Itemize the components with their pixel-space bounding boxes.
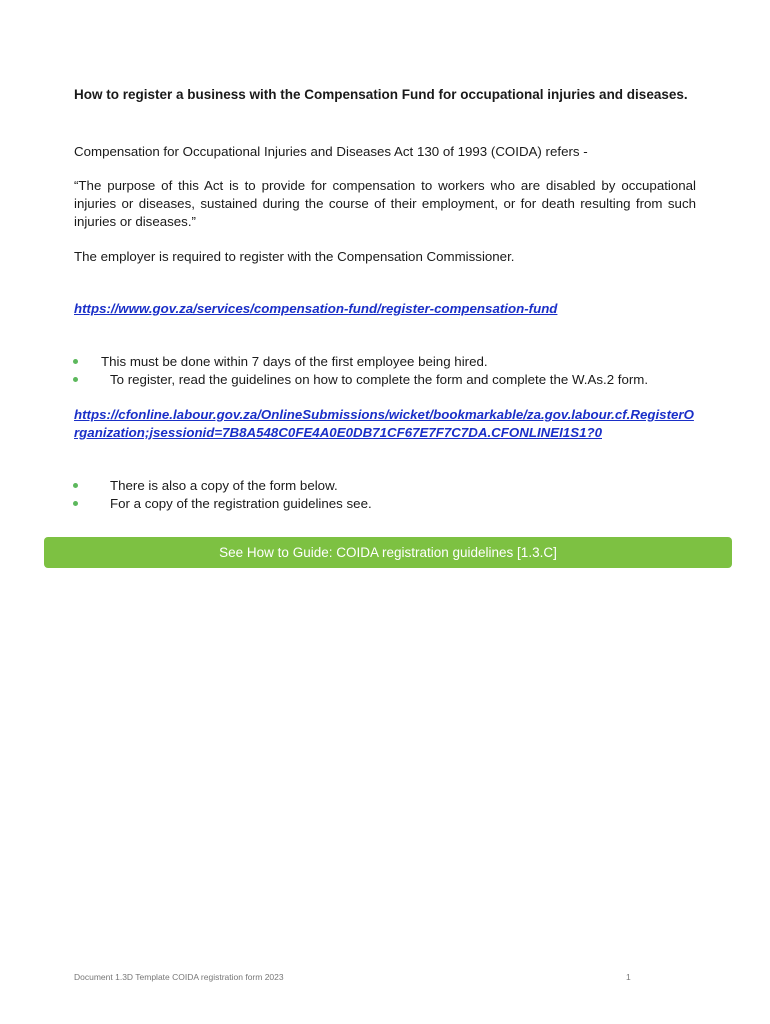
how-to-guide-button[interactable] bbox=[44, 537, 732, 568]
list-item bbox=[70, 353, 710, 371]
act-purpose-quote: “The purpose of this Act is to provide for compensation to workers who are disabled by occupational injuries or diseases, sustained during the course of their employment, or for death resulting from such injuries or diseases.” bbox=[74, 178, 696, 229]
bullet-icon bbox=[73, 359, 78, 364]
list-item-text: This must be done within 7 days of the first employee being hired. bbox=[101, 354, 488, 369]
how-to-guide-label: See How to Guide: COIDA registration guidelines [1.3.C] bbox=[219, 545, 557, 560]
document-title: How to register a business with the Compensation Fund for occupational injuries and diseases. bbox=[74, 87, 688, 102]
bullet-icon bbox=[73, 501, 78, 506]
bullet-icon bbox=[73, 377, 78, 382]
list-item-text: To register, read the guidelines on how to complete the form and complete the W.As.2 form. bbox=[110, 371, 649, 387]
bullet-icon bbox=[73, 483, 78, 488]
list-item bbox=[70, 477, 710, 495]
intro-paragraph: Compensation for Occupational Injuries and Diseases Act 130 of 1993 (COIDA) refers - bbox=[74, 144, 588, 159]
bullet-list-steps bbox=[70, 353, 710, 388]
cf-online-registration-link[interactable]: https://cfonline.labour.gov.za/OnlineSubmissions/wicket/bookmarkable/za.gov.labour.cf.RegisterOrganization;jsessionid=7B8A548C0FE4A0E0DB71CF67E7F7C7DA.CFONLINEI1S1?0 bbox=[74, 407, 694, 440]
footer-page-number: 1 bbox=[626, 972, 631, 982]
bullet-list-form bbox=[70, 477, 710, 512]
list-item bbox=[70, 371, 710, 389]
footer-document-label: Document 1.3D Template COIDA registration form 2023 bbox=[74, 972, 284, 982]
list-item-text: For a copy of the registration guidelines see. bbox=[110, 495, 372, 511]
register-compensation-fund-link[interactable]: https://www.gov.za/services/compensation-fund/register-compensation-fund bbox=[74, 301, 558, 316]
list-item-text: There is also a copy of the form below. bbox=[110, 478, 338, 493]
list-item bbox=[70, 495, 710, 513]
employer-requirement: The employer is required to register with the Compensation Commissioner. bbox=[74, 249, 515, 264]
